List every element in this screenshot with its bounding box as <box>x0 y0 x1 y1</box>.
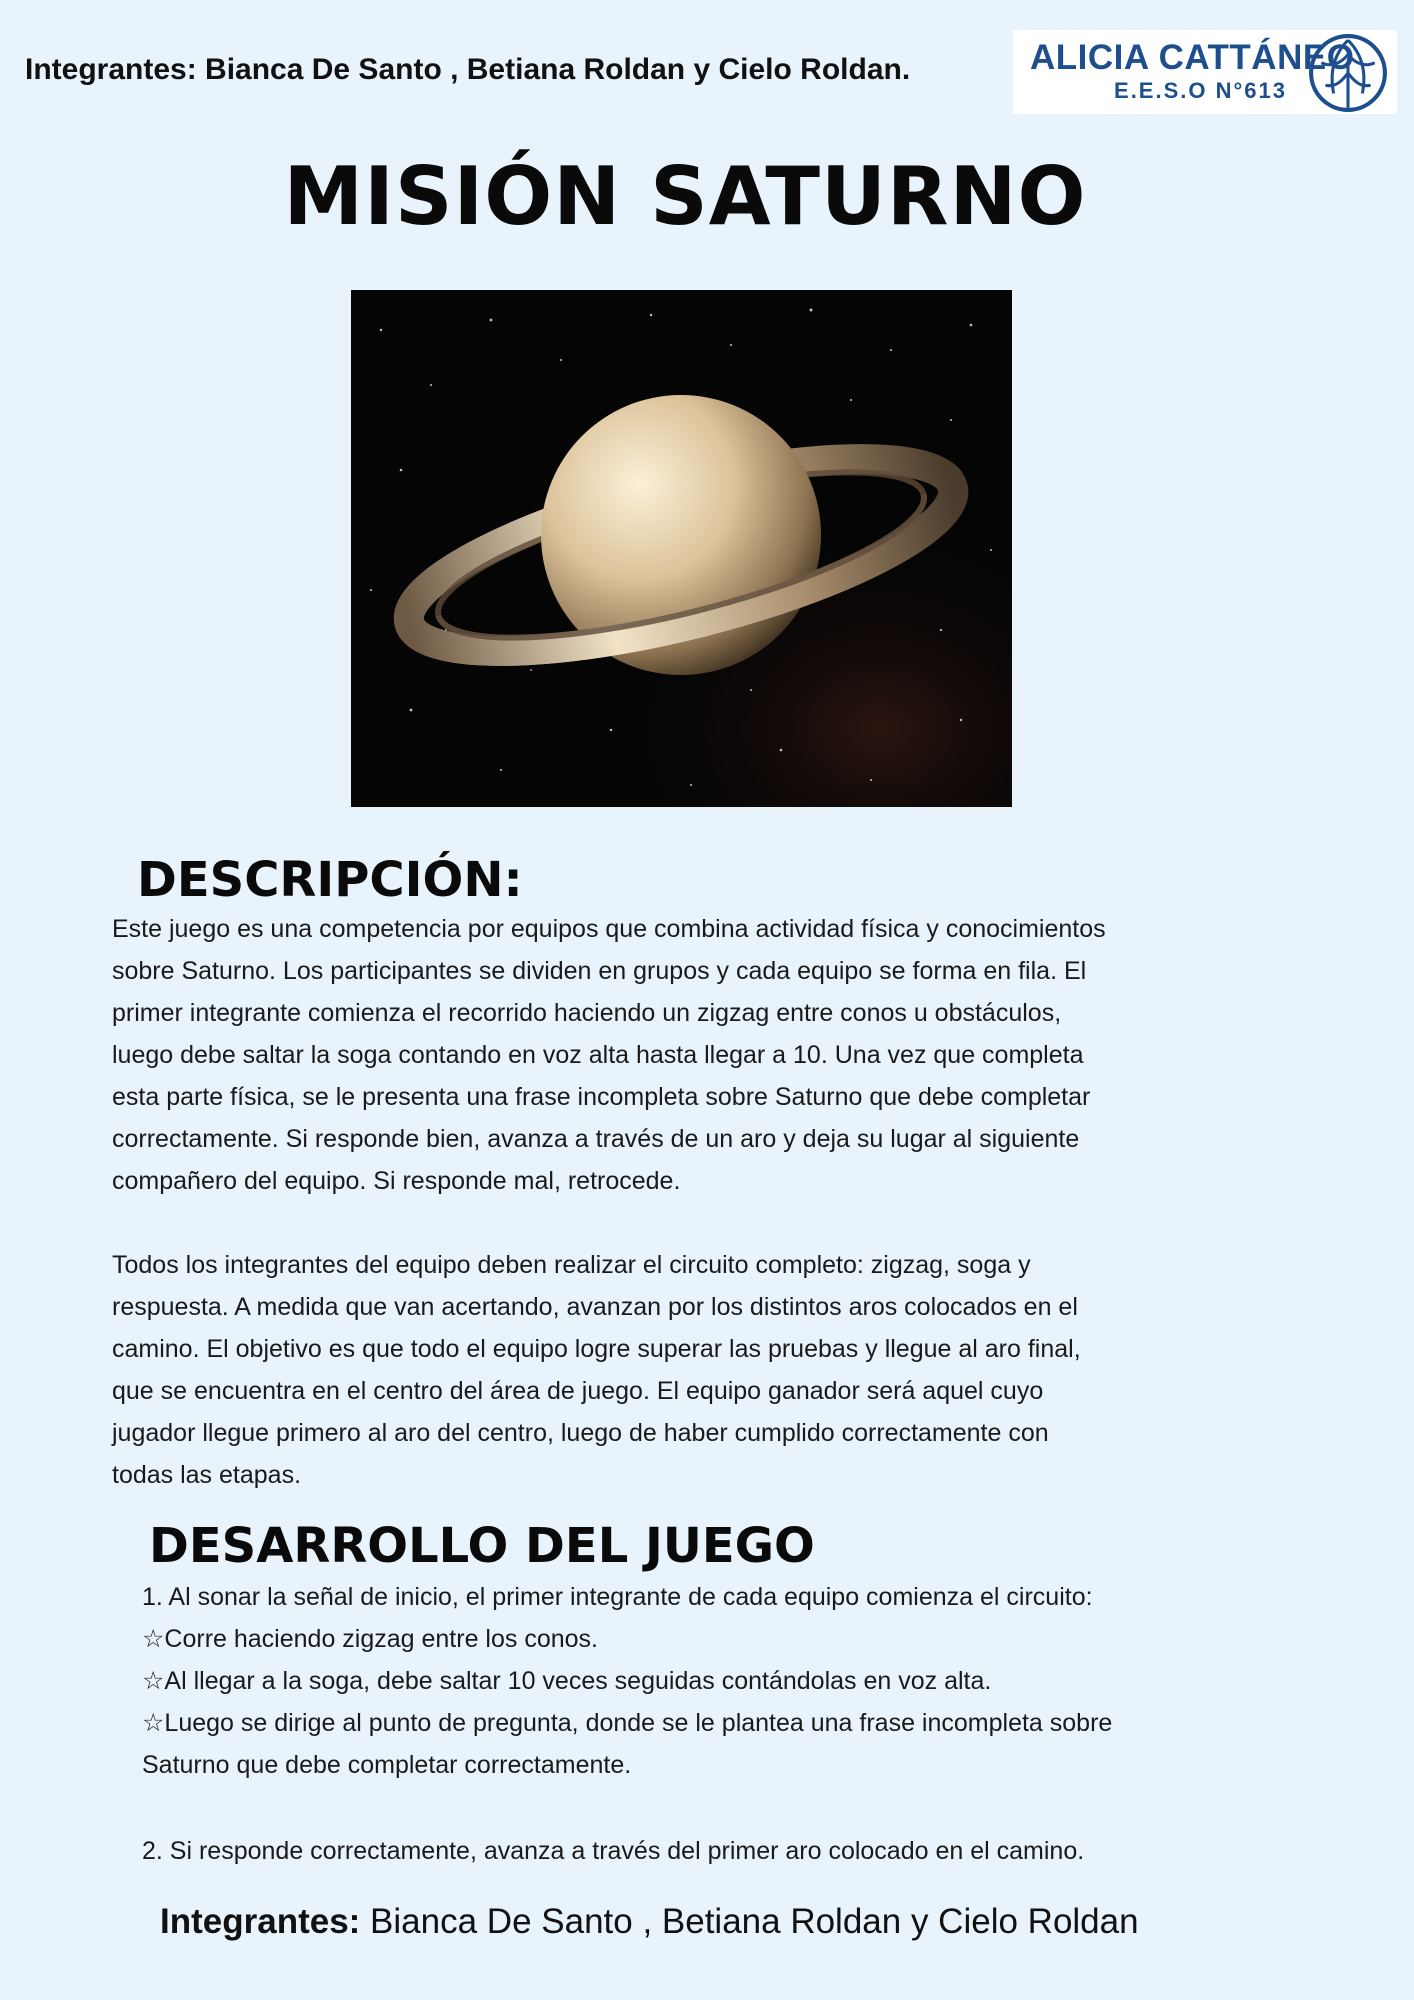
header-members: Integrantes: Bianca De Santo , Betiana Roldan y Cielo Roldan. <box>25 53 911 86</box>
development-steps <box>142 1576 1112 1786</box>
step-line: ☆Corre haciendo zigzag entre los conos. <box>142 1625 598 1653</box>
text-line: todas las etapas. <box>112 1461 302 1489</box>
text-line: compañero del equipo. Si responde mal, retrocede. <box>112 1167 681 1195</box>
text-line: camino. El objetivo es que todo el equipo logre superar las pruebas y llegue al aro final, <box>112 1335 1081 1363</box>
saturn-image <box>351 290 1012 807</box>
text-line: respuesta. A medida que van acertando, avanzan por los distintos aros colocados en el <box>112 1293 1078 1321</box>
logo-school-number: E.E.S.O N°613 <box>1114 78 1287 103</box>
text-line: sobre Saturno. Los participantes se dividen en grupos y cada equipo se forma en fila. El <box>112 957 1087 985</box>
page-title: MISIÓN SATURNO <box>283 150 1087 243</box>
text-line: que se encuentra en el centro del área de juego. El equipo ganador será aquel cuyo <box>112 1377 1044 1405</box>
development-heading: DESARROLLO DEL JUEGO <box>149 1518 815 1574</box>
school-logo <box>1013 30 1397 114</box>
step-line: ☆Luego se dirige al punto de pregunta, donde se le plantea una frase incompleta sobre <box>142 1709 1113 1737</box>
text-line: Este juego es una competencia por equipos que combina actividad física y conocimientos <box>112 915 1106 943</box>
text-line: Todos los integrantes del equipo deben realizar el circuito completo: zigzag, soga y <box>112 1251 1031 1279</box>
logo-school-name: ALICIA CATTÁNEO <box>1030 38 1355 77</box>
footer-members <box>160 1902 1139 1942</box>
text-line: esta parte física, se le presenta una frase incompleta sobre Saturno que debe completar <box>112 1083 1091 1111</box>
development-step-2: 2. Si responde correctamente, avanza a través del primer aro colocado en el camino. <box>142 1837 1085 1865</box>
description-paragraph-2 <box>112 1244 1081 1496</box>
step-line: Saturno que debe completar correctamente. <box>142 1751 632 1779</box>
saturn-planet-icon <box>351 290 1012 807</box>
footer-label: Integrantes: <box>160 1902 361 1941</box>
school-emblem-icon <box>1307 32 1389 114</box>
text-line: jugador llegue primero al aro del centro, luego de haber cumplido correctamente con <box>112 1419 1049 1447</box>
description-heading: DESCRIPCIÓN: <box>137 852 523 908</box>
text-line: correctamente. Si responde bien, avanza a través de un aro y deja su lugar al siguiente <box>112 1125 1080 1153</box>
step-line: ☆Al llegar a la soga, debe saltar 10 veces seguidas contándolas en voz alta. <box>142 1667 992 1695</box>
text-line: luego debe saltar la soga contando en voz alta hasta llegar a 10. Una vez que completa <box>112 1041 1084 1069</box>
description-paragraph-1 <box>112 908 1106 1202</box>
text-line: primer integrante comienza el recorrido haciendo un zigzag entre conos u obstáculos, <box>112 999 1062 1027</box>
step-line: 1. Al sonar la señal de inicio, el primer integrante de cada equipo comienza el circuito: <box>142 1583 1093 1611</box>
footer-names: Bianca De Santo , Betiana Roldan y Cielo Roldan <box>370 1902 1139 1941</box>
